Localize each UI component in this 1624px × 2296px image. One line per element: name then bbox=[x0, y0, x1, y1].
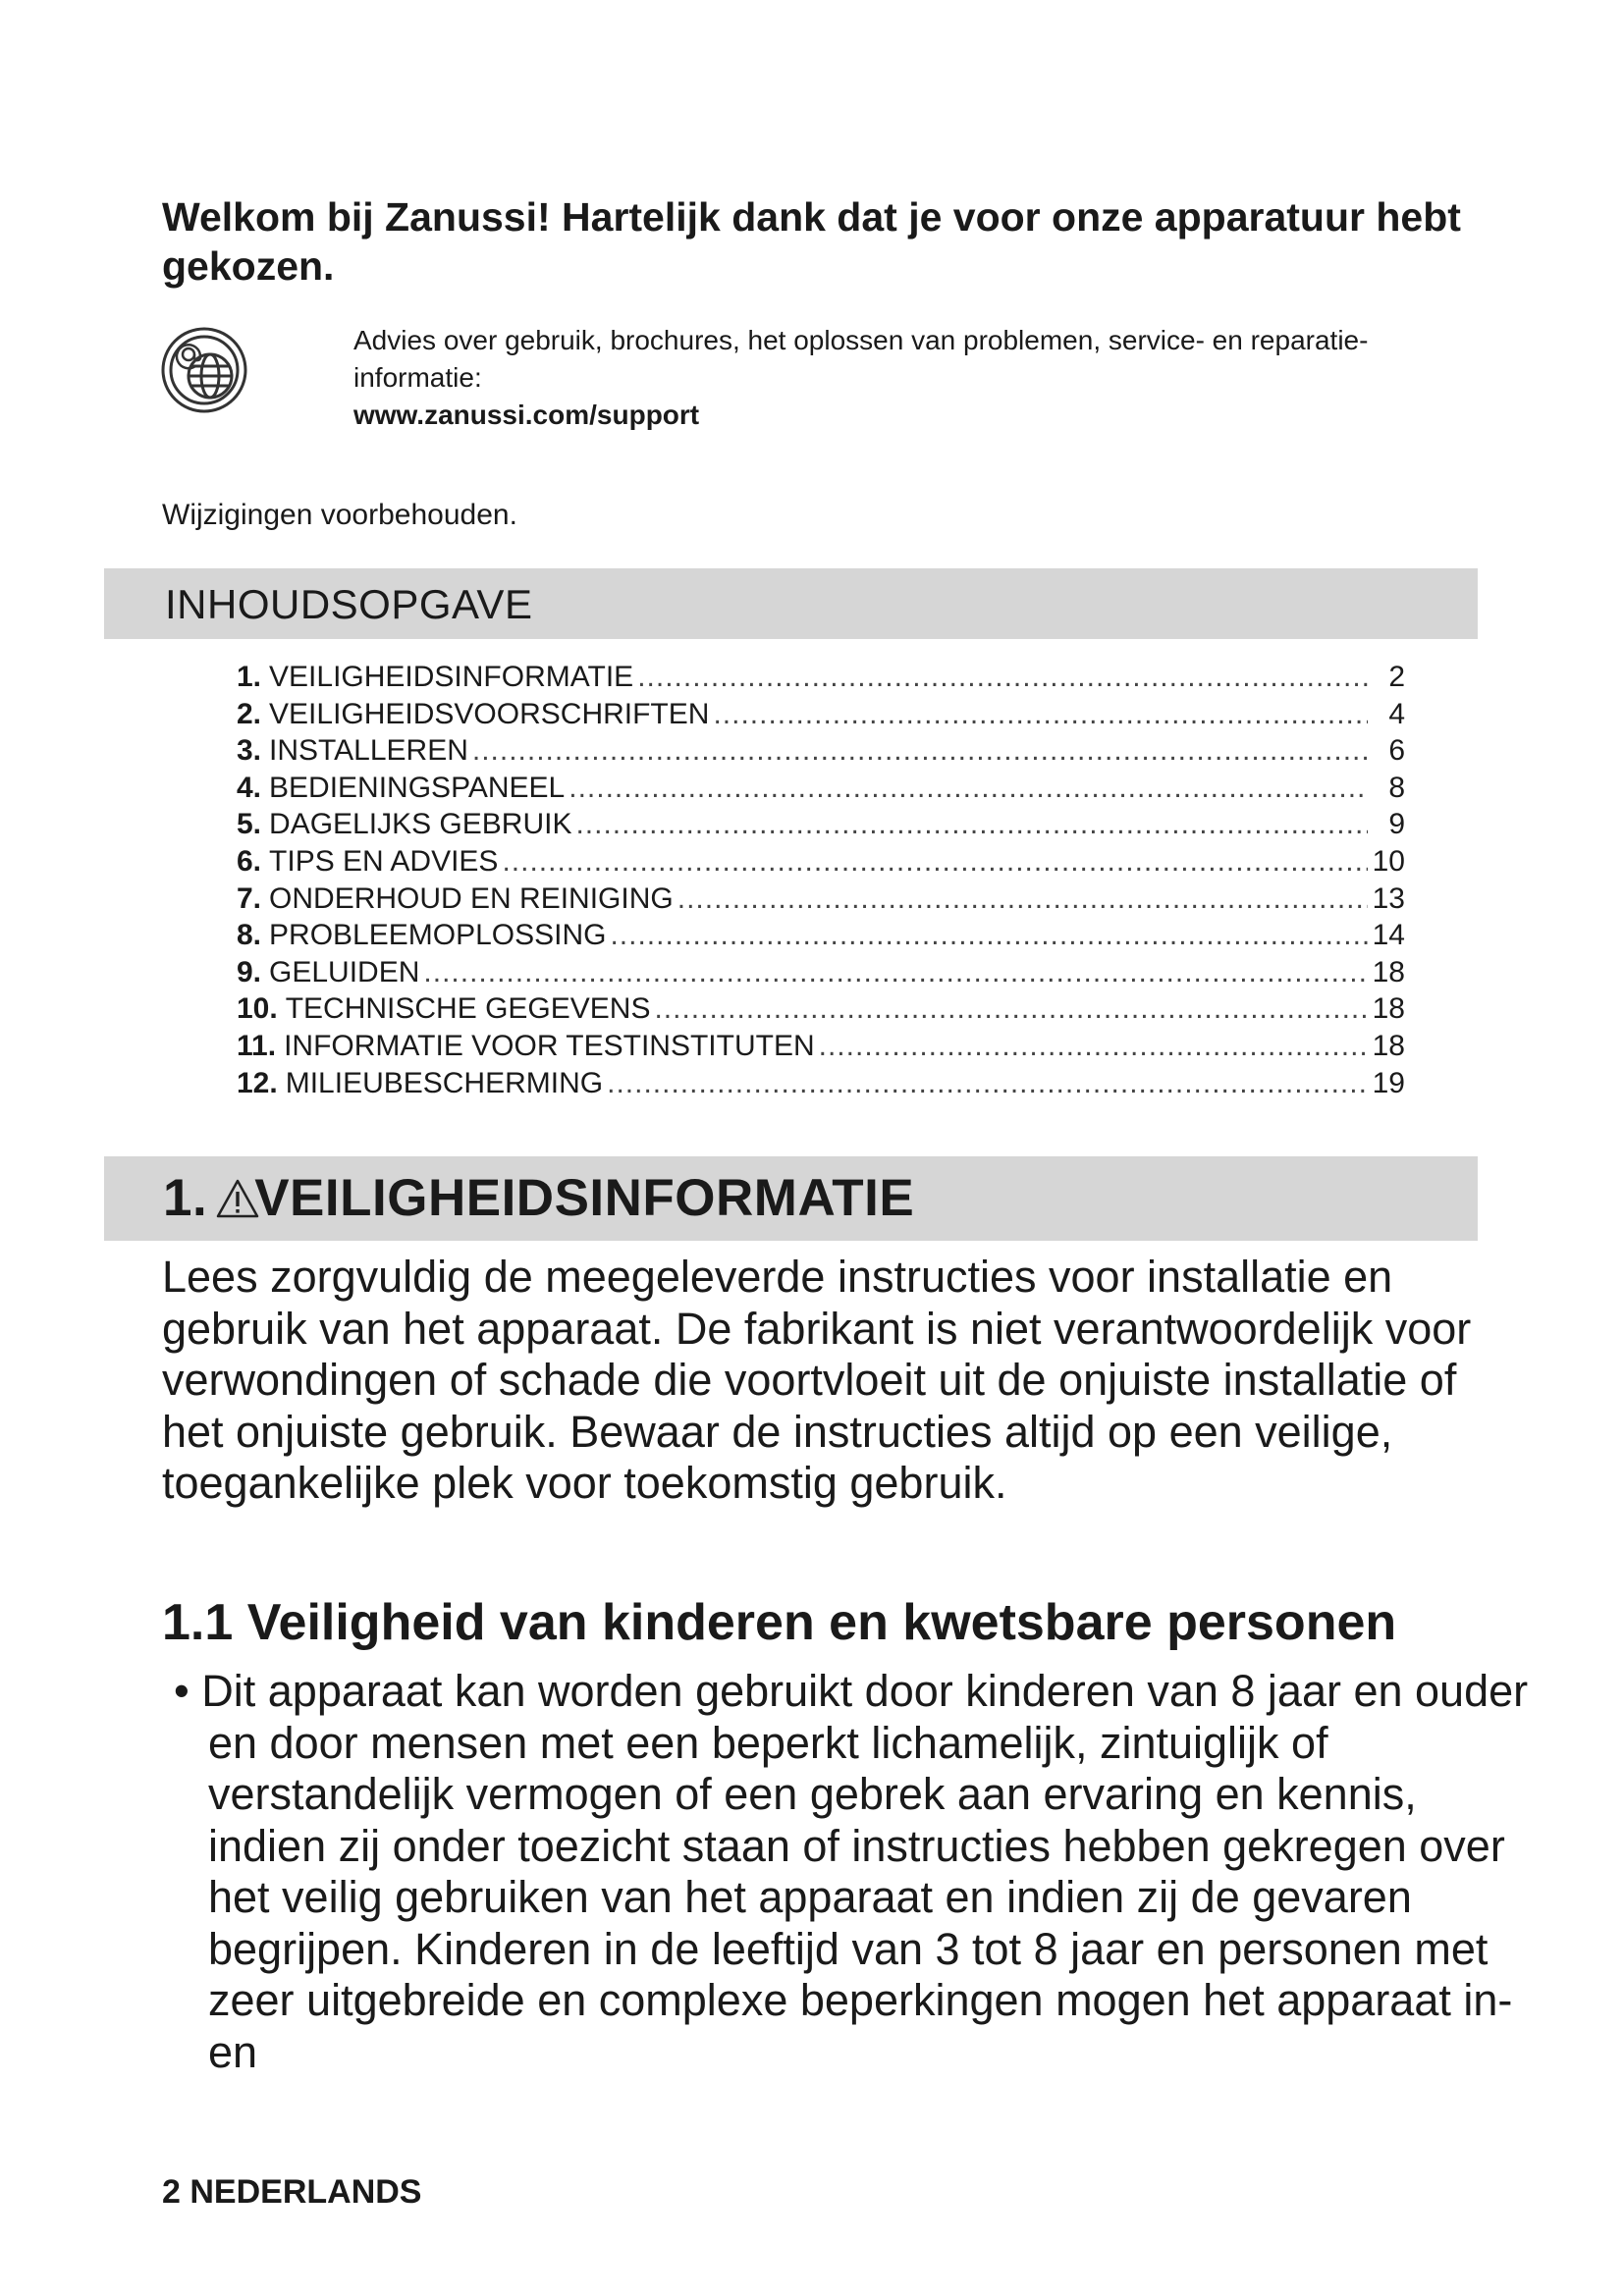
section-number: 1. bbox=[163, 1169, 208, 1227]
bullet-marker: • bbox=[174, 1666, 202, 1716]
toc-leader-dots bbox=[607, 1065, 1368, 1102]
toc-item-page: 9 bbox=[1388, 808, 1405, 841]
toc-item-page: 8 bbox=[1388, 771, 1405, 804]
toc-item-page: 2 bbox=[1388, 661, 1405, 693]
page-footer: 2 NEDERLANDS bbox=[162, 2173, 422, 2211]
toc-item-label: MILIEUBESCHERMING bbox=[285, 1066, 604, 1099]
toc-item[interactable] bbox=[237, 1028, 1405, 1065]
toc-list bbox=[237, 659, 1405, 1101]
bullet-text: Dit apparaat kan worden gebruikt door kinderen van 8 jaar en ouder en door mensen met een beperkt lichamelijk, zintuiglijk of verstandelijk vermogen of een gebrek aan ervaring en kennis, indien zij onder toezicht staan of instructies hebben gekregen over het veilig gebruiken van het apparaat en indien zij de gevaren begrijpen. Kinderen in de leeftijd van 3 tot 8 jaar en personen met zeer uitgebreide en complexe beperkingen mogen het apparaat in- en bbox=[201, 1666, 1529, 2077]
toc-item[interactable] bbox=[237, 843, 1405, 881]
toc-leader-dots bbox=[713, 696, 1368, 733]
toc-item-label: TIPS EN ADVIES bbox=[269, 844, 499, 878]
toc-item[interactable] bbox=[237, 917, 1405, 954]
toc-item[interactable] bbox=[237, 990, 1405, 1028]
section-title bbox=[163, 1166, 914, 1231]
toc-item-label: VEILIGHEIDSINFORMATIE bbox=[269, 661, 634, 693]
toc-leader-dots bbox=[423, 954, 1368, 991]
toc-item-number: 5. bbox=[237, 808, 262, 841]
toc-item-page: 4 bbox=[1388, 697, 1405, 730]
toc-leader-dots bbox=[502, 843, 1368, 881]
toc-item-number: 6. bbox=[237, 844, 262, 878]
toc-item-number: 7. bbox=[237, 881, 262, 915]
toc-item-label: ONDERHOUD EN REINIGING bbox=[269, 881, 674, 915]
toc-item[interactable] bbox=[237, 806, 1405, 843]
toc-item-number: 10. bbox=[237, 992, 278, 1026]
toc-item-number: 2. bbox=[237, 697, 262, 730]
toc-item[interactable] bbox=[237, 732, 1405, 770]
toc-item-number: 1. bbox=[237, 661, 262, 693]
toc-item-label: BEDIENINGSPANEEL bbox=[269, 771, 566, 804]
toc-item[interactable] bbox=[237, 696, 1405, 733]
toc-leader-dots bbox=[472, 732, 1368, 770]
toc-item-label: TECHNISCHE GEGEVENS bbox=[285, 992, 651, 1026]
globe-at-icon bbox=[159, 325, 249, 415]
welcome-heading: Welkom bij Zanussi! Hartelijk dank dat je voor onze apparatuur hebt gekozen. bbox=[162, 194, 1461, 289]
toc-item-number: 3. bbox=[237, 734, 262, 768]
toc-leader-dots bbox=[575, 806, 1368, 843]
toc-item-number: 8. bbox=[237, 919, 262, 952]
toc-item-page: 13 bbox=[1372, 881, 1405, 915]
toc-item-page: 6 bbox=[1388, 734, 1405, 768]
toc-item[interactable] bbox=[237, 1065, 1405, 1102]
section-intro: Lees zorgvuldig de meegeleverde instructies voor installatie en gebruik van het apparaat. De fabrikant is niet verantwoordelijk voor verwondingen of schade die voortvloeit uit de onjuiste installatie of het onjuiste gebruik. Bewaar de instructies altijd op een veilige, toegankelijke plek voor toekomstig gebruik. bbox=[162, 1252, 1472, 1508]
toc-leader-dots bbox=[654, 990, 1368, 1028]
toc-leader-dots bbox=[677, 881, 1368, 918]
toc-item[interactable] bbox=[237, 770, 1405, 807]
toc-item-page: 18 bbox=[1372, 955, 1405, 988]
section-title-text: VEILIGHEIDSINFORMATIE bbox=[254, 1169, 915, 1227]
toc-item-label: INFORMATIE VOOR TESTINSTITUTEN bbox=[284, 1029, 815, 1062]
toc-leader-dots bbox=[819, 1028, 1368, 1065]
toc-item-label: INSTALLEREN bbox=[269, 734, 468, 768]
toc-item-number: 12. bbox=[237, 1066, 278, 1099]
toc-leader-dots bbox=[568, 770, 1368, 807]
toc-item-label: VEILIGHEIDSVOORSCHRIFTEN bbox=[269, 697, 710, 730]
toc-item[interactable] bbox=[237, 881, 1405, 918]
toc-item-label: GELUIDEN bbox=[269, 955, 420, 988]
toc-item[interactable] bbox=[237, 659, 1405, 696]
toc-leader-dots bbox=[637, 659, 1368, 696]
support-link[interactable]: www.zanussi.com/support bbox=[353, 400, 700, 430]
support-text: Advies over gebruik, brochures, het oplossen van problemen, service- en reparatie-informatie: bbox=[353, 325, 1369, 393]
toc-item-label: DAGELIJKS GEBRUIK bbox=[269, 808, 572, 841]
bullet-item bbox=[162, 1666, 1543, 2078]
toc-item-number: 4. bbox=[237, 771, 262, 804]
subsection-title: 1.1 Veiligheid van kinderen en kwetsbare personen bbox=[162, 1594, 1397, 1651]
support-info bbox=[353, 322, 1483, 434]
toc-title: INHOUDSOPGAVE bbox=[165, 581, 533, 627]
toc-item-number: 9. bbox=[237, 955, 262, 988]
toc-item-page: 18 bbox=[1372, 992, 1405, 1026]
toc-item[interactable] bbox=[237, 954, 1405, 991]
toc-leader-dots bbox=[610, 917, 1368, 954]
toc-item-page: 18 bbox=[1372, 1029, 1405, 1062]
toc-item-number: 11. bbox=[237, 1029, 277, 1062]
toc-item-page: 14 bbox=[1372, 919, 1405, 952]
toc-item-label: PROBLEEMOPLOSSING bbox=[269, 919, 607, 952]
toc-item-page: 19 bbox=[1372, 1066, 1405, 1099]
changes-note: Wijzigingen voorbehouden. bbox=[162, 499, 517, 531]
toc-item-page: 10 bbox=[1372, 844, 1405, 878]
